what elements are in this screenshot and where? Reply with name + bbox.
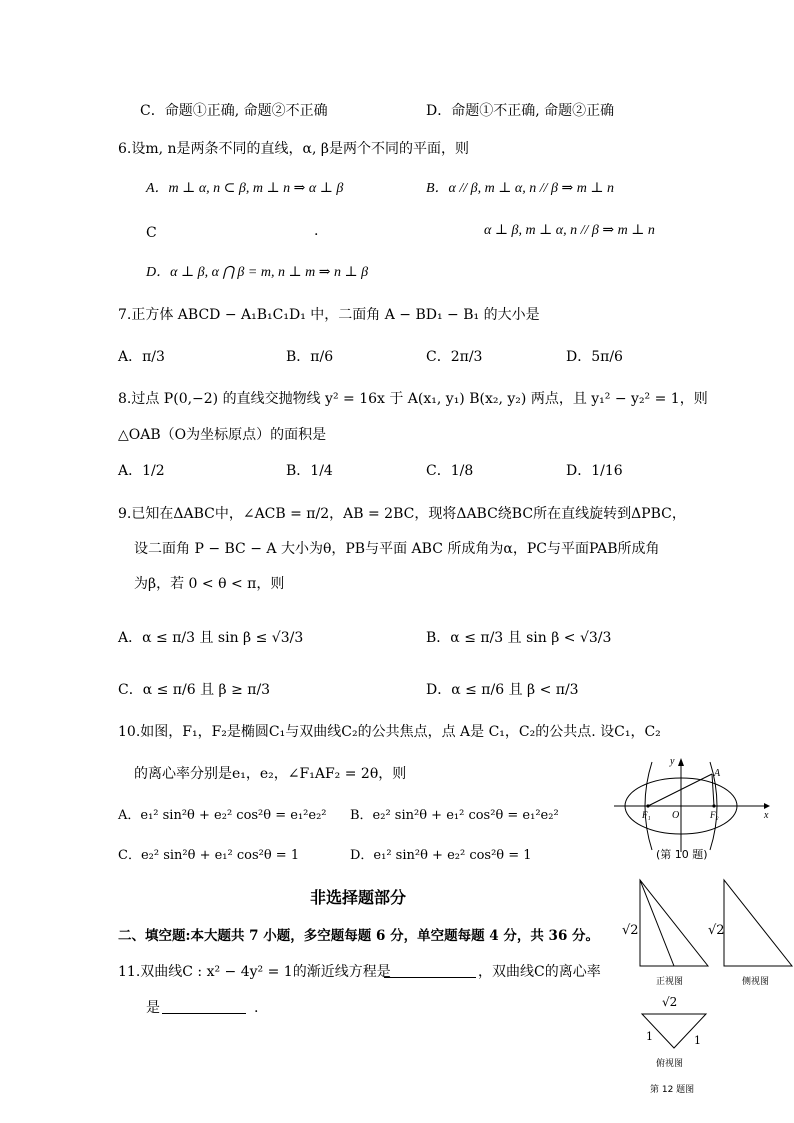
q11-stem-line2: 是 [146, 1000, 160, 1016]
q9-option-c: C．α ≤ π/6 且 β ≥ π/3 [118, 682, 271, 698]
q9-stem-line1: 9.已知在ΔABC中，∠ACB = π/2，AB = 2BC，现将ΔABC绕BC所在直线旋转到ΔPBC， [118, 506, 686, 522]
q10-option-a: A．e₁² sin²θ + e₂² cos²θ = e₁²e₂² [118, 808, 327, 823]
q10-stem-line2: 的离心率分别是e₁，e₂，∠F₁AF₂ = 2θ，则 [134, 766, 407, 782]
q8-option-c: C．1/8 [426, 463, 474, 479]
section-title: 非选择题部分 [310, 888, 407, 907]
label-y: y [670, 756, 675, 767]
front-view-caption: 正视图 [656, 977, 684, 987]
q11-blank-2[interactable] [162, 1013, 246, 1014]
top-view-caption: 俯视图 [656, 1059, 684, 1069]
x-axis-arrow [764, 803, 770, 809]
top-view-right-edge-label: 1 [694, 1034, 701, 1047]
front-view-inner-line [640, 880, 674, 966]
q8-option-b: B．1/4 [286, 463, 333, 479]
q6-option-c-label: C [146, 225, 157, 241]
figure-10-caption: (第 10 题) [656, 848, 708, 861]
q10-stem-line1: 10.如图，F₁，F₂是椭圆C₁与双曲线C₂的公共焦点，点 A是 C₁，C₂的公共点. 设C₁，C₂ [118, 724, 661, 740]
q9-option-b: B．α ≤ π/3 且 sin β < √3/3 [426, 630, 612, 646]
q7-stem: 7.正方体 ABCD − A₁B₁C₁D₁ 中，二面角 A − BD₁ − B₁ 的大小是 [118, 307, 540, 323]
q9-stem-line2: 设二面角 P − BC − A 大小为θ，PB与平面 ABC 所成角为α，PC与平面PAB所成角 [134, 541, 660, 557]
q5-option-d: D．命题①不正确, 命题②正确 [426, 103, 615, 119]
q6-option-c-text: α ⊥ β, m ⊥ α, n // β ⇒ m ⊥ n [484, 223, 655, 238]
side-view-height-label: √2 [708, 923, 725, 938]
q6-stem: 6.设m, n是两条不同的直线，α, β是两个不同的平面，则 [118, 141, 469, 157]
section-heading: 二、填空题:本大题共 7 小题，多空题每题 6 分，单空题每题 4 分，共 36 分。 [118, 928, 600, 944]
q11-stem-line2-end: . [254, 1000, 259, 1016]
q6-option-a: A．m ⊥ α, n ⊂ β, m ⊥ n ⇒ α ⊥ β [146, 181, 344, 196]
q7-option-a: A．π/3 [118, 349, 165, 365]
q10-option-c: C．e₂² sin²θ + e₁² cos²θ = 1 [118, 848, 300, 863]
q10-option-b: B．e₂² sin²θ + e₁² cos²θ = e₁²e₂² [350, 808, 559, 823]
q8-option-d: D．1/16 [566, 463, 623, 479]
front-view-height-label: √2 [622, 923, 639, 938]
q9-stem-line3: 为β，若 0 < θ < π，则 [134, 576, 285, 592]
segment-f1-a [648, 774, 712, 806]
q7-option-c: C．2π/3 [426, 349, 483, 365]
question-10-figure [612, 752, 772, 862]
q6-option-d: D．α ⊥ β, α ⋂ β = m, n ⊥ m ⇒ n ⊥ β [146, 265, 369, 280]
question-12-figure [612, 872, 794, 1098]
q7-option-b: B．π/6 [286, 349, 334, 365]
label-a: A [714, 768, 721, 779]
q5-option-c: C．命题①正确, 命题②不正确 [140, 103, 328, 119]
front-view-triangle [640, 880, 708, 966]
side-view-triangle [724, 880, 792, 966]
q8-option-a: A．1/2 [118, 463, 165, 479]
side-view-caption: 侧视图 [742, 977, 770, 987]
q8-stem-line1: 8.过点 P(0,−2) 的直线交抛物线 y² = 16x 于 A(x₁, y₁) B(x₂, y₂) 两点，且 y₁² − y₂² = 1，则 [118, 391, 708, 407]
y-axis-arrow [678, 758, 684, 766]
focus-f1-dot [646, 804, 649, 807]
q7-option-d: D．5π/6 [566, 349, 623, 365]
label-f2: F₂ [710, 810, 719, 820]
q10-option-d: D．e₁² sin²θ + e₂² cos²θ = 1 [350, 848, 532, 863]
q8-stem-line2: △OAB（O为坐标原点）的面积是 [118, 427, 327, 443]
q9-option-d: D．α ≤ π/6 且 β < π/3 [426, 682, 579, 698]
label-x: x [764, 810, 769, 821]
q11-stem-line1b: ，双曲线C的离心率 [478, 964, 601, 980]
figure-12-caption: 第 12 题图 [650, 1085, 695, 1095]
q6-option-c-dot: . [314, 223, 319, 239]
q6-option-b: B．α // β, m ⊥ α, n // β ⇒ m ⊥ n [426, 181, 615, 196]
top-view-left-edge-label: 1 [646, 1030, 653, 1043]
top-view-width-label: √2 [662, 995, 678, 1009]
q9-option-a: A．α ≤ π/3 且 sin β ≤ √3/3 [118, 630, 304, 646]
label-o: O [672, 810, 680, 821]
focus-f2-dot [712, 804, 715, 807]
q11-stem-line1: 11.双曲线C : x² − 4y² = 1的渐近线方程是 [118, 964, 391, 980]
q11-blank-1[interactable] [384, 977, 476, 978]
label-f1: F₁ [642, 810, 651, 820]
